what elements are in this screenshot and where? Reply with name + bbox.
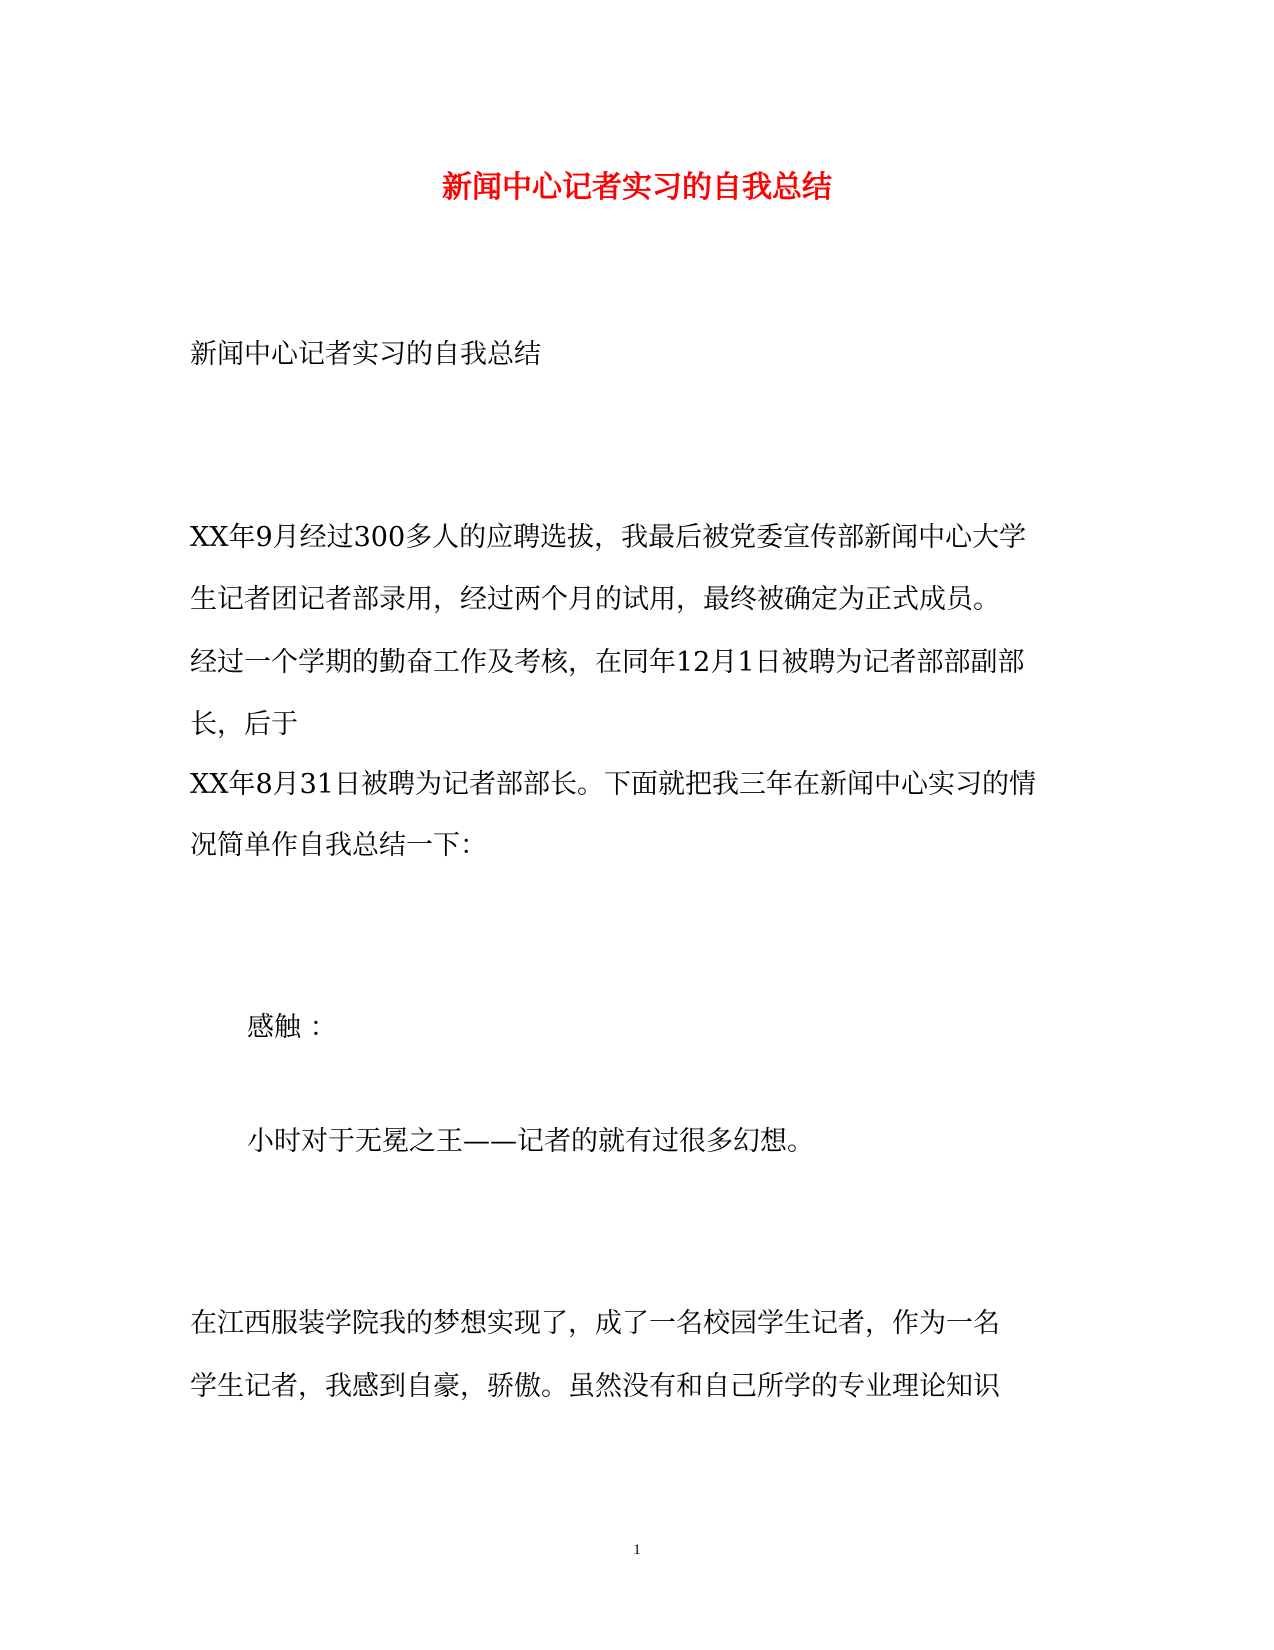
paragraph-line: XX年9月经过300多人的应聘选拔，我最后被党委宣传部新闻中心大学 <box>190 522 1027 553</box>
paragraph-line: 生记者团记者部录用，经过两个月的试用，最终被确定为正式成员。 <box>190 584 1000 615</box>
section-heading: 感触 ： <box>247 1012 337 1043</box>
indented-line: 小时对于无冕之王——记者的就有过很多幻想。 <box>247 1126 814 1157</box>
paragraph-line: 经过一个学期的勤奋工作及考核，在同年12月1日被聘为记者部部副部 <box>190 647 1025 678</box>
paragraph-line: 学生记者，我感到自豪，骄傲。虽然没有和自己所学的专业理论知识 <box>190 1371 1000 1402</box>
paragraph-line: 在江西服装学院我的梦想实现了，成了一名校园学生记者，作为一名 <box>190 1308 1000 1339</box>
document-subtitle: 新闻中心记者实习的自我总结 <box>190 339 541 370</box>
page-number: 1 <box>633 1542 641 1558</box>
paragraph-line: 长，后于 <box>190 709 298 740</box>
paragraph-line: XX年8月31日被聘为记者部部长。下面就把我三年在新闻中心实习的情 <box>190 769 1036 800</box>
document-title: 新闻中心记者实习的自我总结 <box>442 170 832 205</box>
paragraph-line: 况简单作自我总结一下： <box>190 830 487 861</box>
